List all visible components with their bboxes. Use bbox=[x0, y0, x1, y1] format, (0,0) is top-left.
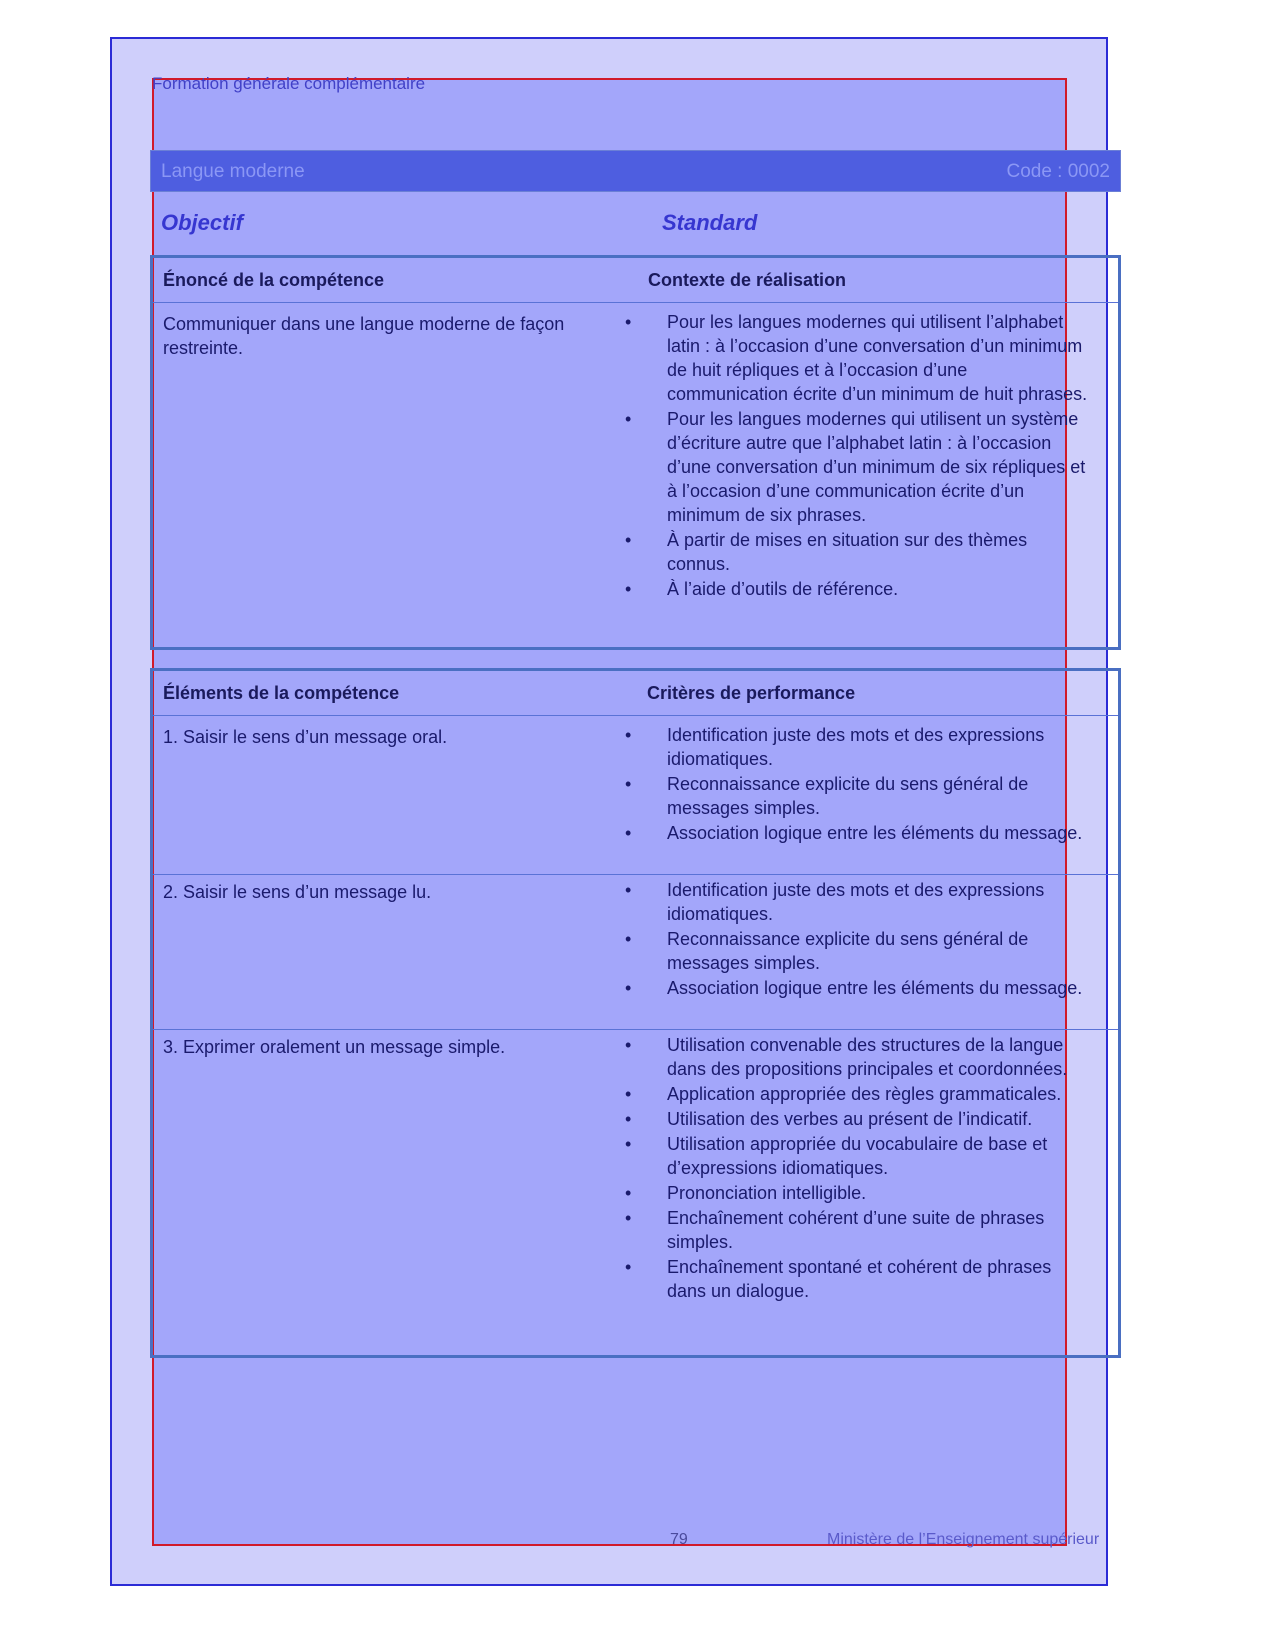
list-item: • Utilisation appropriée du vocabulaire de base et d’expressions idiomatiques. bbox=[625, 1134, 1048, 1178]
list-item: • Identification juste des mots et des expressions idiomatiques. bbox=[625, 725, 1045, 769]
objective-heading: Objectif bbox=[161, 210, 243, 235]
list-item: • Reconnaissance explicite du sens général de messages simples. bbox=[625, 774, 1029, 818]
element-2: 2. Saisir le sens d’un message lu. bbox=[163, 882, 432, 902]
list-item: • Utilisation des verbes au présent de l’indicatif. bbox=[625, 1109, 1033, 1129]
bullet-icon: • bbox=[625, 312, 632, 332]
course-code: Code : 0002 bbox=[1006, 161, 1110, 182]
element-1: 1. Saisir le sens d’un message oral. bbox=[163, 727, 448, 747]
elements-table bbox=[150, 668, 1121, 1358]
row-divider bbox=[153, 874, 1118, 875]
criteria-list-1 bbox=[623, 723, 1093, 846]
footer-ministry: Ministère de l’Enseignement supérieur bbox=[827, 1531, 1100, 1548]
criteria-header: Critères de performance bbox=[647, 683, 856, 703]
row-divider bbox=[153, 1029, 1118, 1030]
criteria-list-3 bbox=[623, 1033, 1093, 1304]
bullet-icon: • bbox=[625, 725, 632, 745]
elements-header: Éléments de la compétence bbox=[163, 683, 400, 703]
list-item: • Association logique entre les éléments du message. bbox=[625, 978, 1083, 998]
competence-table bbox=[150, 255, 1121, 650]
list-item: • Application appropriée des règles grammaticales. bbox=[625, 1084, 1062, 1104]
list-item: • Identification juste des mots et des expressions idiomatiques. bbox=[625, 880, 1045, 924]
topic-title: Langue moderne bbox=[161, 161, 305, 182]
bullet-icon: • bbox=[625, 978, 632, 998]
competence-table-header bbox=[153, 258, 1118, 303]
bullet-icon: • bbox=[625, 1035, 632, 1055]
competence-statement-header: Énoncé de la compétence bbox=[163, 270, 385, 290]
context-list bbox=[623, 310, 1093, 602]
competence-statement: Communiquer dans une langue moderne de façon restreinte. bbox=[163, 314, 565, 358]
elements-table-header bbox=[153, 671, 1118, 716]
bullet-icon: • bbox=[625, 579, 632, 599]
standard-heading: Standard bbox=[662, 210, 758, 235]
criteria-list-2 bbox=[623, 878, 1093, 1001]
bullet-icon: • bbox=[625, 1109, 632, 1129]
bullet-icon: • bbox=[625, 880, 632, 900]
bullet-icon: • bbox=[625, 929, 632, 949]
list-item: • Enchaînement cohérent d’une suite de phrases simples. bbox=[625, 1208, 1045, 1252]
context-header: Contexte de réalisation bbox=[648, 270, 847, 290]
bullet-icon: • bbox=[625, 409, 632, 429]
list-item: • Association logique entre les éléments du message. bbox=[625, 823, 1083, 843]
list-item: • Pour les langues modernes qui utilisent l’alphabet latin : à l’occasion d’une conversation d’un minimum de huit répliques et à l’occasion d’une communication écrite d’un minimum de huit phrases. bbox=[625, 312, 1088, 404]
list-item: • À l’aide d’outils de référence. bbox=[625, 579, 899, 599]
element-3: 3. Exprimer oralement un message simple. bbox=[163, 1037, 506, 1057]
bullet-icon: • bbox=[625, 1084, 632, 1104]
list-item: • Enchaînement spontané et cohérent de phrases dans un dialogue. bbox=[625, 1257, 1052, 1301]
bullet-icon: • bbox=[625, 1134, 632, 1154]
bullet-icon: • bbox=[625, 1183, 632, 1203]
bullet-icon: • bbox=[625, 1208, 632, 1228]
page-number: 79 bbox=[670, 1531, 688, 1548]
bullet-icon: • bbox=[625, 774, 632, 794]
list-item: • À partir de mises en situation sur des thèmes connus. bbox=[625, 530, 1028, 574]
bullet-icon: • bbox=[625, 823, 632, 843]
bullet-icon: • bbox=[625, 530, 632, 550]
document-header: Formation générale complémentaire bbox=[152, 74, 426, 93]
list-item: • Prononciation intelligible. bbox=[625, 1183, 867, 1203]
list-item: • Utilisation convenable des structures de la langue dans des propositions principales et coordonnées. bbox=[625, 1035, 1068, 1079]
list-item: • Reconnaissance explicite du sens général de messages simples. bbox=[625, 929, 1029, 973]
list-item: • Pour les langues modernes qui utilisent un système d’écriture autre que l’alphabet latin : à l’occasion d’une conversation d’un minimum de six répliques et à l’occasion d’une communication écrite d’un minimum de six phrases. bbox=[625, 409, 1086, 525]
bullet-icon: • bbox=[625, 1257, 632, 1277]
